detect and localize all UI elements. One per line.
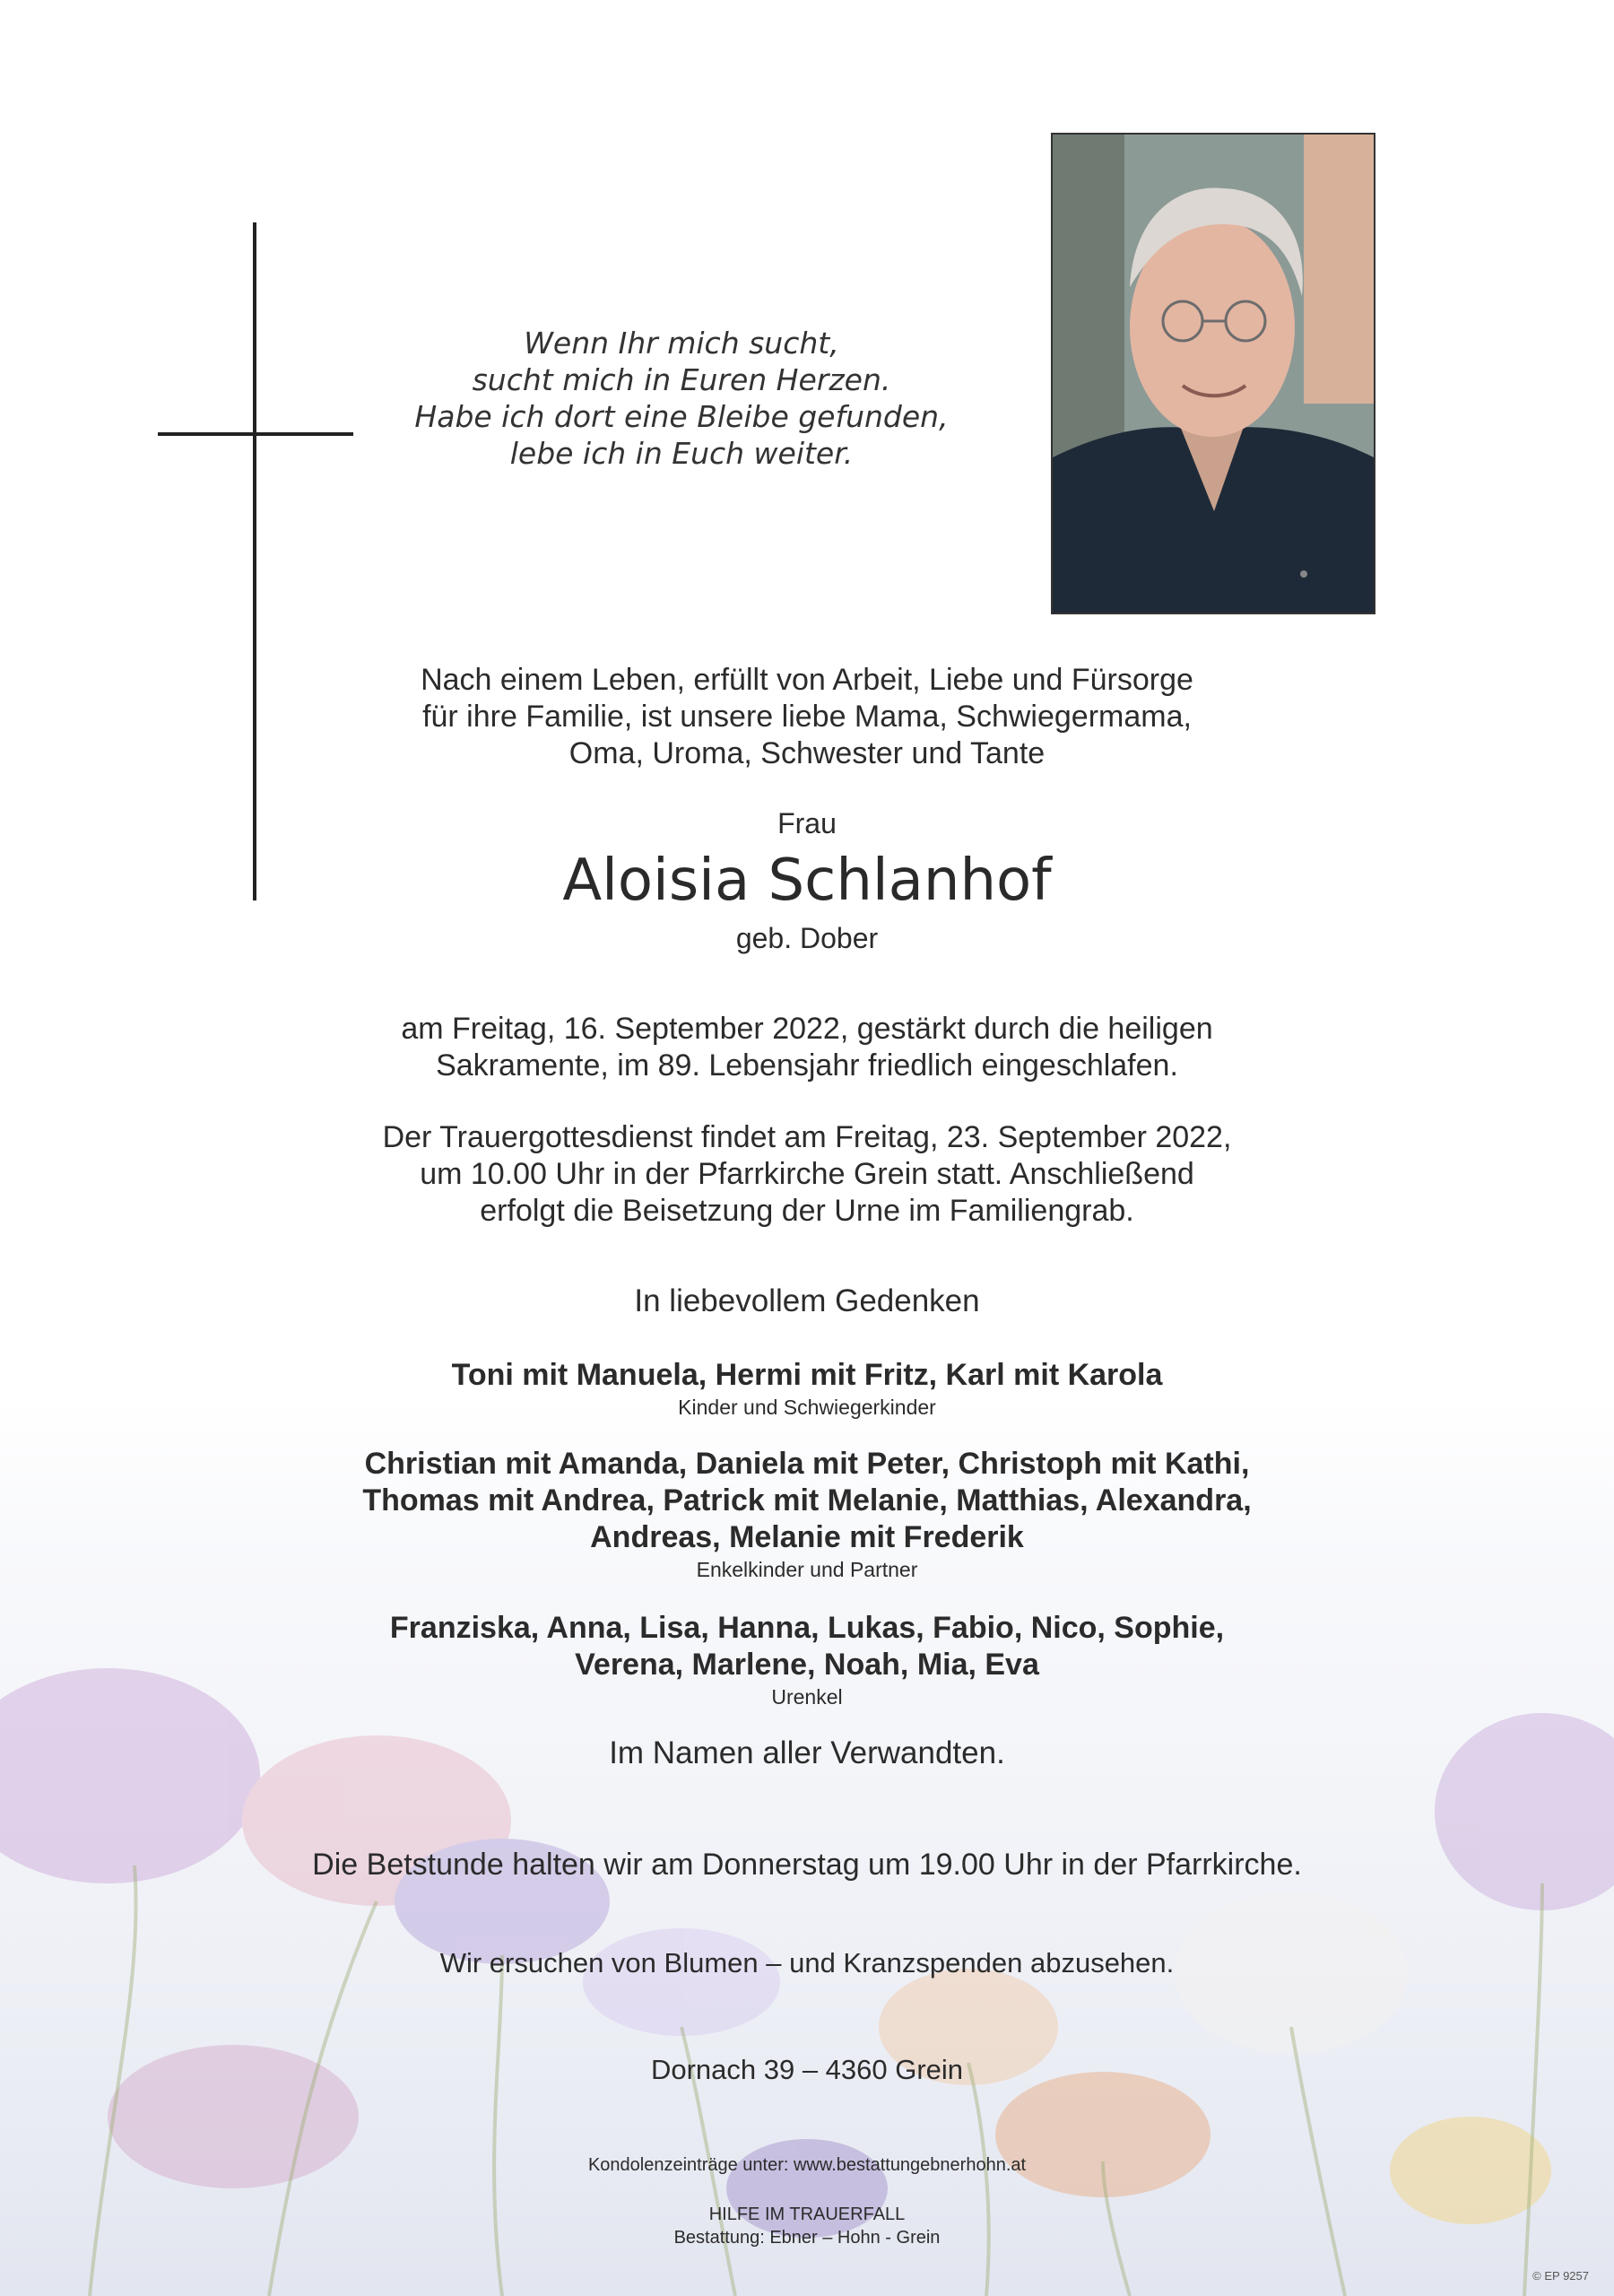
family-names-line: Thomas mit Andrea, Patrick mit Melanie, Matthias, Alexandra,: [362, 1483, 1252, 1518]
family-group-great-grandchildren: [0, 1610, 1614, 1710]
funeral-home-info: [0, 2203, 1614, 2249]
family-names-line: Andreas, Melanie mit Frederik: [590, 1520, 1024, 1554]
relatives-signoff: Im Namen aller Verwandten.: [609, 1735, 1005, 1770]
birth-name: geb. Dober: [735, 922, 879, 954]
family-group-label: Enkelkinder und Partner: [696, 1558, 918, 1581]
family-group-grandchildren: [0, 1446, 1614, 1583]
poem: [0, 325, 1488, 472]
family-group-label: Urenkel: [771, 1685, 843, 1709]
family-group-label: Kinder und Schwiegerkinder: [678, 1396, 936, 1419]
title-prefix: Frau: [777, 807, 837, 839]
deceased-name: Aloisia Schlanhof: [562, 848, 1052, 914]
flowers-request: Wir ersuchen von Blumen – und Kranzspenden abzusehen.: [439, 1947, 1175, 1979]
service-line: um 10.00 Uhr in der Pfarrkirche Grein statt. Anschließend: [420, 1157, 1194, 1191]
poem-line: lebe ich in Euch weiter.: [509, 436, 854, 471]
family-names-line: Franziska, Anna, Lisa, Hanna, Lukas, Fabio, Nico, Sophie,: [389, 1611, 1225, 1645]
memory-heading: In liebevollem Gedenken: [634, 1283, 980, 1318]
family-names-line: Christian mit Amanda, Daniela mit Peter, Christoph mit Kathi,: [364, 1447, 1250, 1481]
service-line: erfolgt die Beisetzung der Urne im Familiengrab.: [480, 1194, 1134, 1228]
family-names-line: Toni mit Manuela, Hermi mit Fritz, Karl mit Karola: [451, 1358, 1163, 1392]
intro-text: [0, 662, 1614, 772]
funeral-service-notice: [0, 1119, 1614, 1230]
print-code: © EP 9257: [1532, 2269, 1589, 2283]
poem-line: Habe ich dort eine Bleibe gefunden,: [414, 399, 949, 434]
death-notice-line: am Freitag, 16. September 2022, gestärkt durch die heiligen: [401, 1012, 1213, 1046]
condolence-info: Kondolenzeinträge unter: www.bestattungebnerhohn.at: [587, 2155, 1027, 2175]
poem-line: Wenn Ihr mich sucht,: [524, 326, 839, 361]
service-line: Der Trauergottesdienst findet am Freitag, 23. September 2022,: [382, 1120, 1232, 1154]
poem-line: sucht mich in Euren Herzen.: [472, 362, 891, 397]
intro-line: Nach einem Leben, erfüllt von Arbeit, Liebe und Fürsorge: [421, 663, 1193, 697]
intro-line: für ihre Familie, ist unsere liebe Mama, Schwiegermama,: [422, 700, 1192, 734]
family-group-children: [0, 1357, 1614, 1421]
address: Dornach 39 – 4360 Grein: [650, 2054, 964, 2085]
help-heading: HILFE IM TRAUERFALL: [708, 2205, 906, 2224]
death-notice: [0, 1011, 1614, 1084]
prayer-hour-notice: Die Betstunde halten wir am Donnerstag um 19.00 Uhr in der Pfarrkirche.: [312, 1848, 1302, 1882]
funeral-home-name: Bestattung: Ebner – Hohn - Grein: [673, 2228, 941, 2248]
intro-line: Oma, Uroma, Schwester und Tante: [568, 736, 1046, 770]
death-notice-line: Sakramente, im 89. Lebensjahr friedlich eingeschlafen.: [436, 1048, 1178, 1083]
family-names-line: Verena, Marlene, Noah, Mia, Eva: [575, 1648, 1039, 1682]
